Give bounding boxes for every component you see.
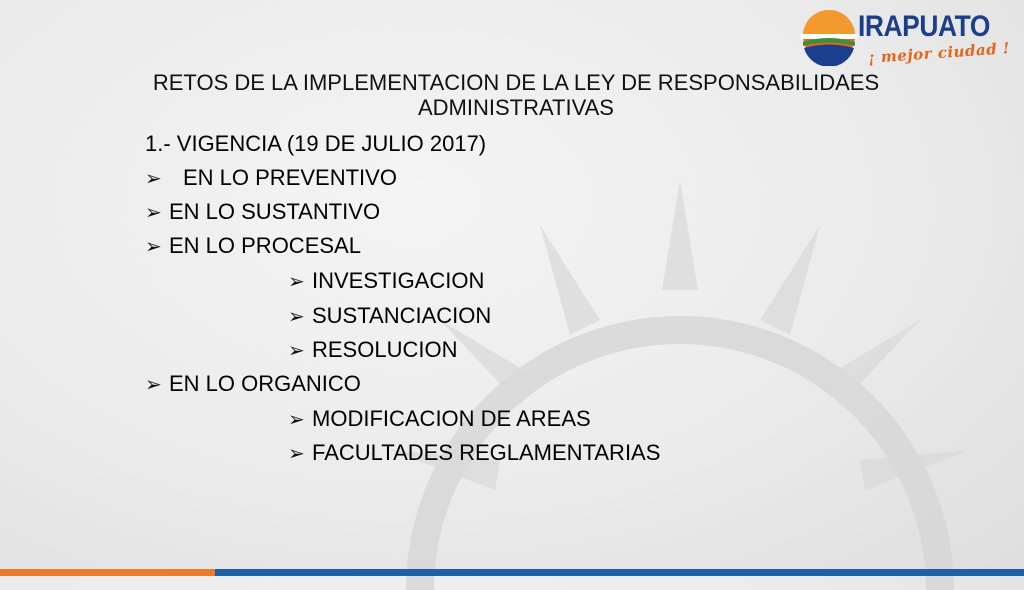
arrow-bullet-icon: ➢: [288, 441, 305, 465]
list-item: ➢ EN LO ORGANICO: [145, 367, 361, 401]
arrow-bullet-icon: ➢: [288, 304, 305, 328]
list-item: ➢ MODIFICACION DE AREAS: [288, 402, 591, 436]
sun-watermark-icon: [380, 170, 980, 590]
slide-title: [0, 70, 1024, 120]
arrow-bullet-icon: ➢: [145, 234, 162, 258]
vigencia-line: 1.- VIGENCIA (19 DE JULIO 2017): [145, 131, 487, 156]
brand-slogan: ¡ mejor ciudad !: [867, 39, 1011, 67]
footer-stripe-blue: [215, 569, 1024, 576]
sun-logo-icon: [798, 6, 860, 66]
arrow-bullet-icon: ➢: [288, 407, 305, 431]
arrow-bullet-icon: ➢: [145, 200, 162, 224]
slide-content: [0, 70, 1024, 130]
footer-stripe: [0, 569, 1024, 576]
arrow-bullet-icon: ➢: [145, 372, 162, 396]
arrow-bullet-icon: ➢: [288, 338, 305, 362]
list-item: ➢ FACULTADES REGLAMENTARIAS: [288, 436, 660, 470]
irapuato-logo: [798, 6, 1018, 66]
list-item: ➢ INVESTIGACION: [288, 264, 484, 298]
brand-name: IRAPUATO: [858, 10, 990, 43]
list-item: ➢ SUSTANCIACION: [288, 299, 491, 333]
arrow-bullet-icon: ➢: [288, 269, 305, 293]
arrow-bullet-icon: ➢: [145, 166, 162, 190]
list-item: ➢ EN LO PROCESAL: [145, 229, 361, 263]
slide-title-line-1: RETOS DE LA IMPLEMENTACION DE LA LEY DE RESPONSABILIDAES: [152, 70, 880, 95]
footer-stripe-orange: [0, 569, 215, 576]
list-item: ➢ EN LO PREVENTIVO: [145, 161, 397, 195]
list-item: ➢ EN LO SUSTANTIVO: [145, 195, 380, 229]
list-item: ➢ RESOLUCION: [288, 333, 457, 367]
slide-title-line-2: ADMINISTRATIVAS: [418, 95, 614, 120]
